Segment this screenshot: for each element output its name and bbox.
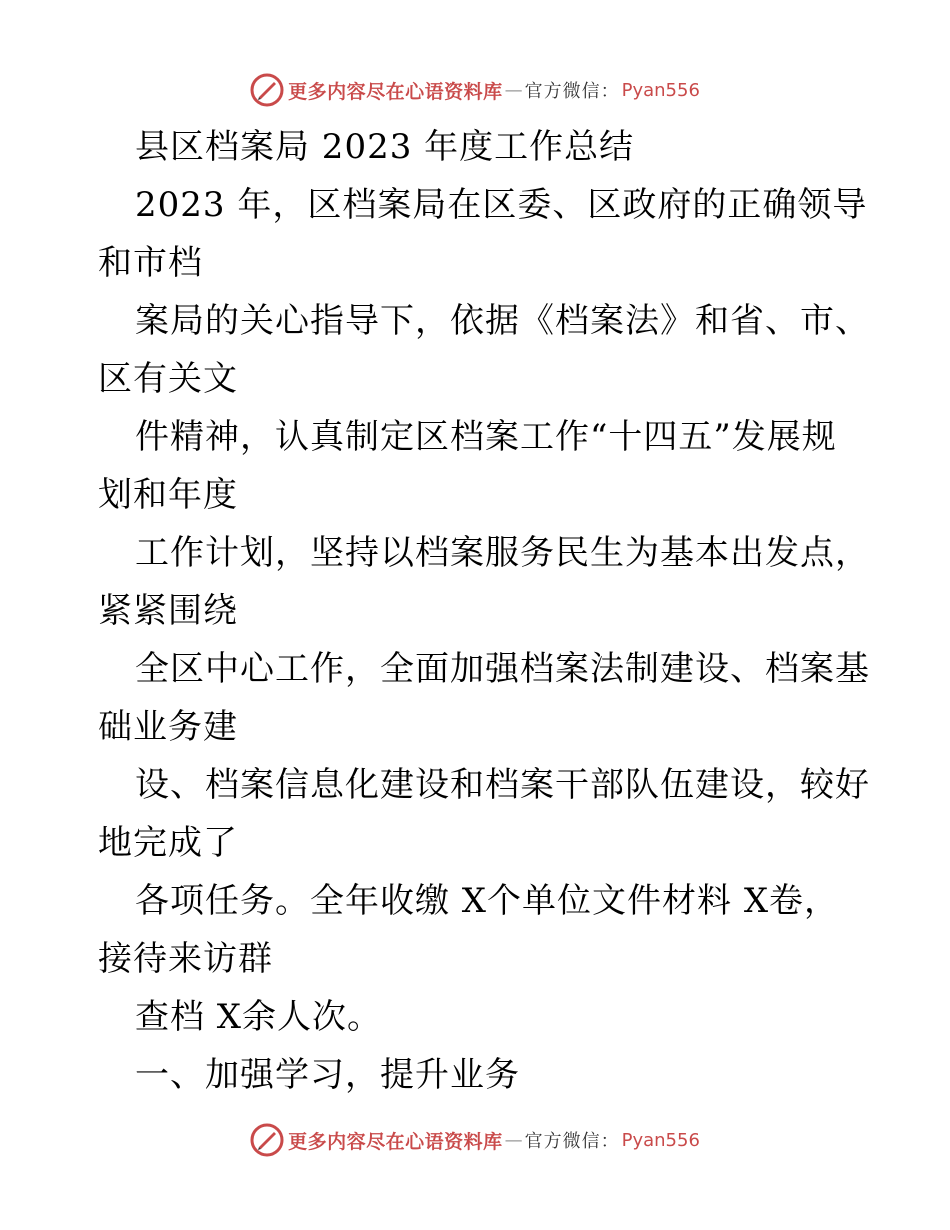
footer-watermark-banner (0, 1120, 950, 1160)
paragraph-line: 工作计划，坚持以档案服务民生为基本出发点， (135, 533, 870, 573)
banner-main-text: 更多内容尽在心语资料库 (288, 1130, 503, 1153)
header-watermark-banner (0, 70, 950, 110)
banner-dash: — (504, 79, 523, 101)
paragraph-line: 划和年度 (98, 475, 238, 515)
banner-official-label: 官方微信： (524, 81, 620, 102)
banner-wechat-id: Pyan556 (621, 1129, 700, 1151)
paragraph-line: 查档 X余人次。 (135, 997, 383, 1037)
paragraph-line: 各项任务。全年收缴 X个单位文件材料 X卷， (135, 881, 840, 921)
quill-logo-icon (250, 1123, 284, 1157)
paragraph-line: 区有关文 (98, 359, 238, 399)
paragraph-line: 案局的关心指导下，依据《档案法》和省、市、 (135, 301, 870, 341)
paragraph-line: 接待来访群 (98, 939, 273, 979)
paragraph-line: 地完成了 (98, 823, 238, 863)
paragraph-line: 件精神，认真制定区档案工作“十四五”发展规 (135, 417, 837, 457)
section-heading: 一、加强学习，提升业务 (135, 1055, 520, 1095)
paragraph-line: 全区中心工作，全面加强档案法制建设、档案基 (135, 649, 870, 689)
paragraph-line: 2023 年，区档案局在区委、区政府的正确领导 (135, 185, 868, 225)
banner-wechat-id: Pyan556 (621, 79, 700, 101)
paragraph-line: 设、档案信息化建设和档案干部队伍建设，较好 (135, 765, 870, 805)
banner-official-label: 官方微信： (524, 1131, 620, 1152)
quill-logo-icon (250, 73, 284, 107)
document-title: 县区档案局 2023 年度工作总结 (135, 127, 635, 167)
paragraph-line: 础业务建 (98, 707, 238, 747)
paragraph-line: 和市档 (98, 243, 203, 283)
paragraph-line: 紧紧围绕 (98, 591, 238, 631)
banner-main-text: 更多内容尽在心语资料库 (288, 80, 503, 103)
banner-dash: — (504, 1129, 523, 1151)
